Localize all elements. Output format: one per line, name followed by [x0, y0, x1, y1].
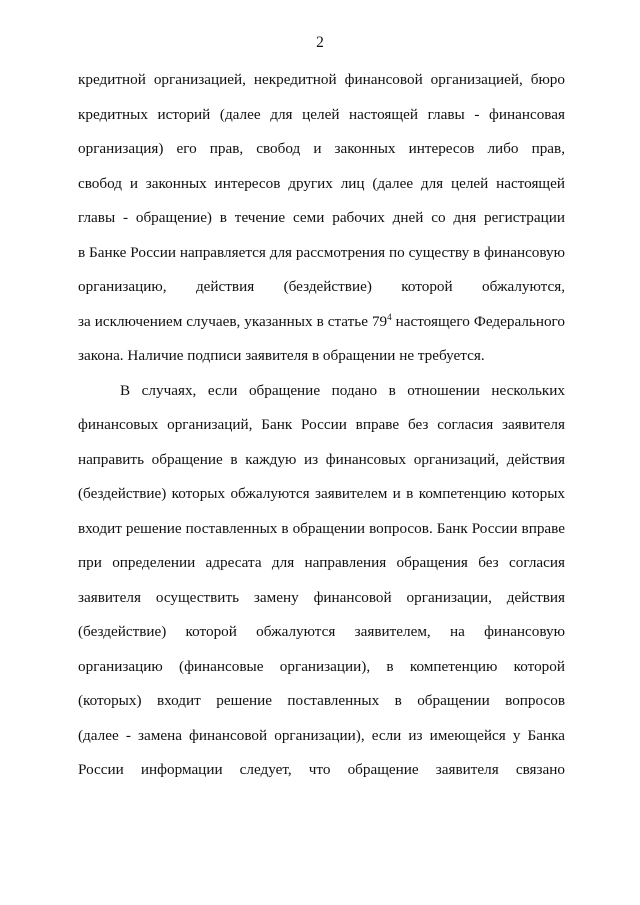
text-line: главы - обращение) в течение семи рабочих дней со дня регистрации [78, 209, 565, 226]
text-line: (далее - замена финансовой организации), если из имеющейся у Банка [78, 726, 565, 744]
document-body [78, 71, 565, 796]
text-line: В случаях, если обращение подано в отношении нескольких [120, 381, 565, 399]
text-line: организацию (финансовые организации), в компетенцию которой [78, 657, 565, 675]
text-line: (которых) входит решение поставленных в обращении вопросов [78, 692, 565, 709]
text-line: входит решение поставленных в обращении вопросов. Банк России вправе [78, 519, 565, 537]
text-line: кредитных историй (далее для целей настоящей главы - финансовая [78, 105, 565, 123]
paragraph-1 [78, 71, 565, 382]
article-superscript: 4 [387, 311, 392, 322]
text-line: организация) его прав, свобод и законных интересов либо прав, [78, 140, 565, 157]
line-text-after: настоящего Федерального [391, 312, 565, 330]
text-line: (бездействие) которых обжалуются заявителем и в компетенцию которых [78, 485, 565, 502]
text-line: заявителя осуществить замену финансовой организации, действия [78, 588, 565, 606]
text-line: направить обращение в каждую из финансовых организаций, действия [78, 450, 565, 468]
text-line-with-superscript [78, 313, 565, 348]
text-line: закона. Наличие подписи заявителя в обращении не требуется. [78, 347, 485, 364]
text-line: России информации следует, что обращение заявителя связано [78, 761, 565, 778]
text-line: в Банке России направляется для рассмотрения по существу в финансовую [78, 243, 565, 261]
paragraph-2 [78, 382, 565, 796]
line-text-before: за исключением случаев, указанных в статье 79 [78, 312, 388, 330]
text-line: организацию, действия (бездействие) которой обжалуются, [78, 278, 565, 295]
text-line: кредитной организацией, некредитной финансовой организацией, бюро [78, 71, 565, 88]
text-line: свобод и законных интересов других лиц (далее для целей настоящей [78, 174, 565, 192]
text-line: (бездействие) которой обжалуются заявителем, на финансовую [78, 623, 565, 640]
text-line: финансовых организаций, Банк России вправе без согласия заявителя [78, 416, 565, 433]
text-line: при определении адресата для направления обращения без согласия [78, 554, 565, 571]
page-number: 2 [316, 34, 324, 51]
